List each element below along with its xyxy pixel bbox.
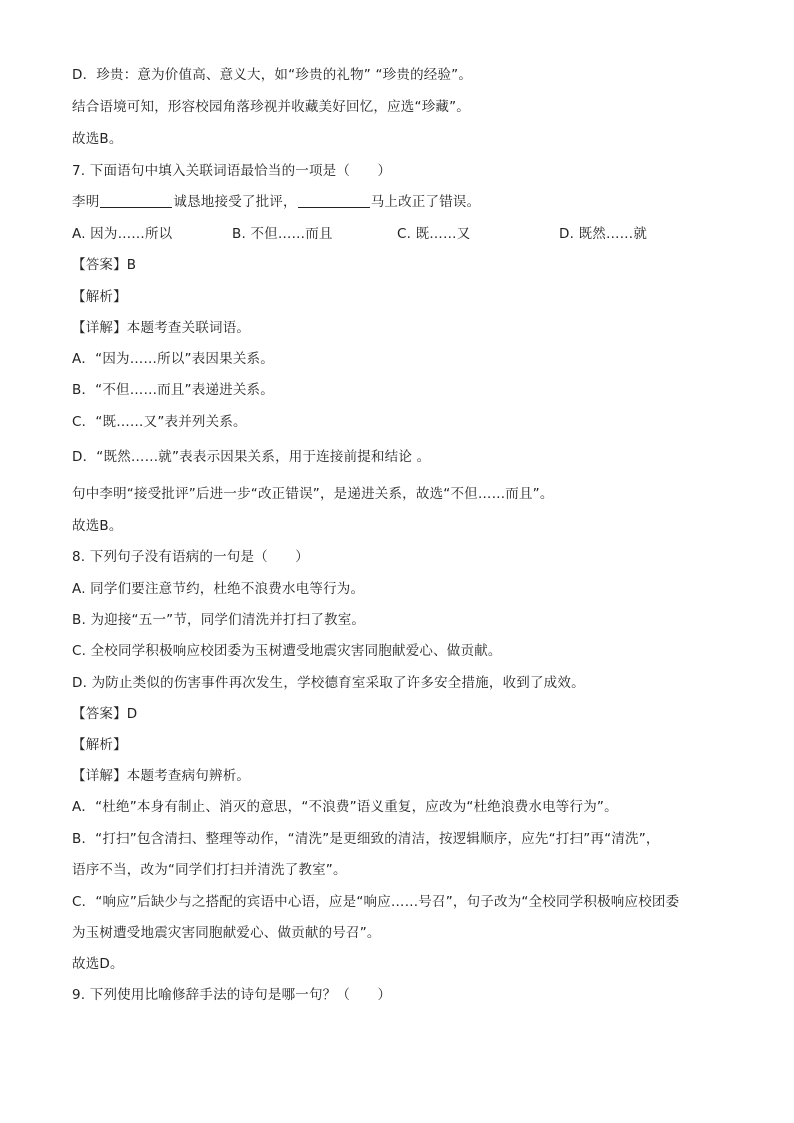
option-a: A. 同学们要注意节约，杜绝不浪费水电等行为。 [72, 581, 365, 597]
text-line: 故选B。 [72, 518, 123, 534]
text-line: B．“打扫”包含清扫、整理等动作，“清洗”是更细致的清洁，按逻辑顺序，应先“打扫”再“清洗”， [72, 831, 660, 847]
text-line: 语序不当，改为“同学们打扫并清洗了教室”。 [72, 862, 347, 878]
answer-label: 【答案】B [72, 257, 137, 273]
text-line: 故选D。 [72, 956, 124, 972]
fill-blank [100, 193, 172, 208]
text-line: 结合语境可知，形容校园角落珍视并收藏美好回忆，应选“珍藏”。 [72, 99, 470, 115]
text-line: 为玉树遭受地震灾害同胞献爱心、做贡献的号召”。 [72, 925, 381, 941]
question-8-title: 8. 下列句子没有语病的一句是（ ） [72, 549, 309, 565]
sentence-part: 诚恳地接受了批评， [173, 194, 297, 210]
text-line: C．“响应”后缺少与之搭配的宾语中心语，应是“响应……号召”，句子改为“全校同学积极响应校团委 [72, 894, 680, 910]
text-line: A．“杜绝”本身有制止、消灭的意思，“不浪费”语义重复，应改为“杜绝浪费水电等行为”。 [72, 799, 618, 815]
analysis-label: 【解析】 [72, 289, 127, 305]
fill-blank [298, 193, 370, 208]
detail-line: 【详解】本题考查病句辨析。 [72, 768, 251, 784]
text-line: C．“既……又”表并列关系。 [72, 414, 247, 430]
text-line: D．“既然……就”表表示因果关系，用于连接前提和结论 。 [72, 449, 431, 465]
question-7-sentence [72, 193, 754, 211]
option-a: A. 因为……所以 [72, 226, 173, 242]
text-line: D．珍贵：意为价值高、意义大，如“珍贵的礼物” “珍贵的经验”。 [72, 67, 473, 83]
option-b: B. 为迎接“五一”节，同学们清洗并打扫了教室。 [72, 612, 366, 628]
question-7-options [72, 225, 754, 243]
option-c: C. 既……又 [397, 226, 471, 242]
sentence-part: 马上改正了错误。 [370, 194, 481, 210]
sentence-part: 李明 [72, 194, 100, 210]
option-d: D. 为防止类似的伤害事件再次发生，学校德育室采取了许多安全措施，收到了成效。 [72, 675, 585, 691]
question-9-title: 9. 下列使用比喻修辞手法的诗句是哪一句？（ ） [72, 987, 392, 1003]
analysis-label: 【解析】 [72, 737, 127, 753]
option-d: D. 既然……就 [559, 226, 648, 242]
question-7-title: 7. 下面语句中填入关联词语最恰当的一项是（ ） [72, 163, 392, 179]
text-line: A．“因为……所以”表因果关系。 [72, 351, 274, 367]
answer-label: 【答案】D [72, 706, 138, 722]
detail-line: 【详解】本题考查关联词语。 [72, 320, 251, 336]
option-b: B. 不但……而且 [232, 226, 333, 242]
option-c: C. 全校同学积极响应校团委为玉树遭受地震灾害同胞献爱心、做贡献。 [72, 643, 502, 659]
text-line: 句中李明“接受批评”后进一步“改正错误”，是递进关系，故选“不但……而且”。 [72, 486, 554, 502]
text-line: B．“不但……而且”表递进关系。 [72, 382, 274, 398]
text-line: 故选B。 [72, 131, 123, 147]
